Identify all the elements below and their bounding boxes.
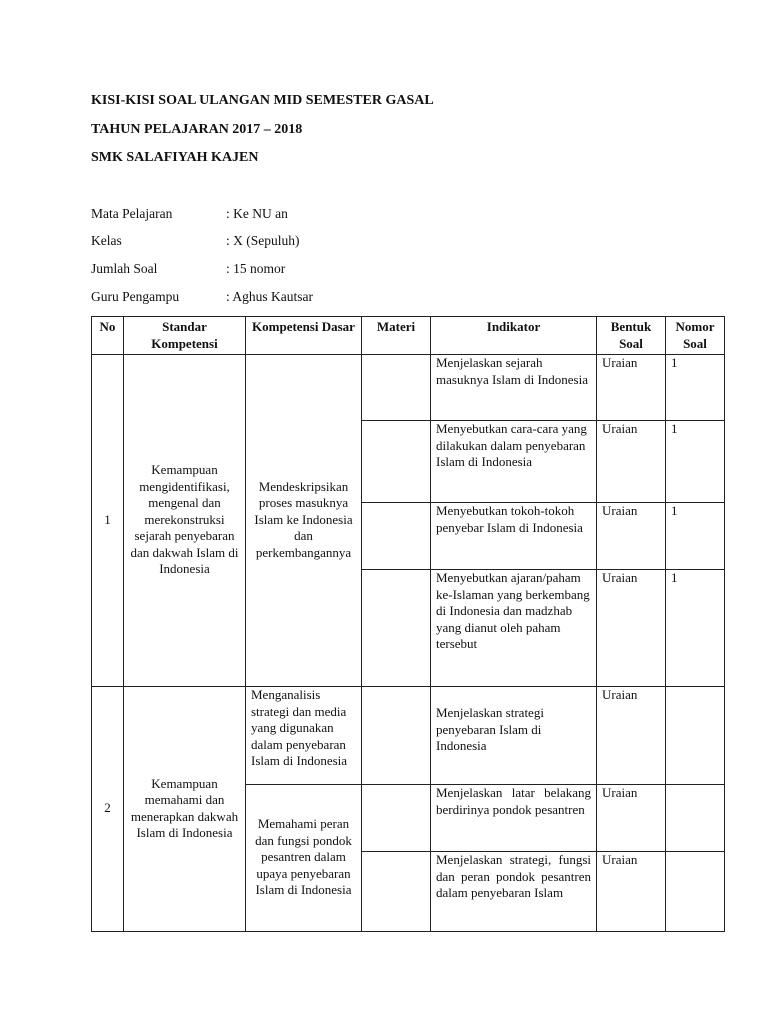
materi-cell [362, 785, 431, 852]
table-row [92, 687, 725, 785]
academic-year: TAHUN PELAJARAN 2017 – 2018 [91, 122, 303, 137]
materi-cell [362, 503, 431, 570]
class-label: Kelas [91, 233, 122, 248]
header-standar-kompetensi: Standar Kompetensi [124, 317, 246, 355]
nomor-soal-cell: 1 [666, 355, 725, 421]
header-no: No [92, 317, 124, 355]
exam-grid-table [91, 316, 725, 932]
nomor-soal-cell [666, 785, 725, 852]
indikator-cell: Menyebutkan tokoh-tokoh penyebar Islam di Indonesia [431, 503, 597, 570]
materi-cell [362, 852, 431, 932]
kompetensi-dasar-cell: Memahami peran dan fungsi pondok pesantren dalam upaya penyebaran Islam di Indonesia [246, 785, 362, 932]
kompetensi-dasar-cell: Mendeskripsikan proses masuknya Islam ke Indonesia dan perkembangannya [246, 355, 362, 687]
question-count-label: Jumlah Soal [91, 261, 158, 276]
materi-cell [362, 687, 431, 785]
standar-kompetensi-cell: Kemampuan mengidentifikasi, mengenal dan merekonstruksi sejarah penyebaran dan dakwah Islam di Indonesia [124, 355, 246, 687]
materi-cell [362, 570, 431, 687]
bentuk-soal-cell: Uraian [597, 503, 666, 570]
row-number: 2 [92, 687, 124, 932]
document-title: KISI-KISI SOAL ULANGAN MID SEMESTER GASAL [91, 93, 434, 108]
question-count-value: : 15 nomor [226, 261, 286, 276]
bentuk-soal-cell: Uraian [597, 785, 666, 852]
header-nomor-soal: Nomor Soal [666, 317, 725, 355]
materi-cell [362, 421, 431, 503]
teacher-label: Guru Pengampu [91, 289, 180, 304]
subject-value: : Ke NU an [226, 206, 288, 221]
materi-cell [362, 355, 431, 421]
bentuk-soal-cell: Uraian [597, 421, 666, 503]
header-kompetensi-dasar: Kompetensi Dasar [246, 317, 362, 355]
indikator-cell: Menyebutkan ajaran/paham ke-Islaman yang berkembang di Indonesia dan madzhab yang dianut oleh paham tersebut [431, 570, 597, 687]
kompetensi-dasar-cell: Menganalisis strategi dan media yang digunakan dalam penyebaran Islam di Indonesia [246, 687, 362, 785]
school-name: SMK SALAFIYAH KAJEN [91, 150, 259, 165]
bentuk-soal-cell: Uraian [597, 687, 666, 785]
indikator-cell: Menjelaskan strategi, fungsi dan peran pondok pesantren dalam penyebaran Islam [431, 852, 597, 932]
standar-kompetensi-cell: Kemampuan memahami dan menerapkan dakwah Islam di Indonesia [124, 687, 246, 932]
row-number: 1 [92, 355, 124, 687]
bentuk-soal-cell: Uraian [597, 852, 666, 932]
nomor-soal-cell: 1 [666, 421, 725, 503]
class-value: : X (Sepuluh) [226, 233, 300, 248]
nomor-soal-cell [666, 687, 725, 785]
table-row [92, 355, 725, 421]
header-materi: Materi [362, 317, 431, 355]
indikator-cell: Menjelaskan sejarah masuknya Islam di Indonesia [431, 355, 597, 421]
teacher-value: : Aghus Kautsar [226, 289, 313, 304]
header-bentuk-soal: Bentuk Soal [597, 317, 666, 355]
header-indikator: Indikator [431, 317, 597, 355]
bentuk-soal-cell: Uraian [597, 570, 666, 687]
bentuk-soal-cell: Uraian [597, 355, 666, 421]
indikator-cell: Menjelaskan latar belakang berdirinya pondok pesantren [431, 785, 597, 852]
indikator-cell: Menyebutkan cara-cara yang dilakukan dalam penyebaran Islam di Indonesia [431, 421, 597, 503]
nomor-soal-cell: 1 [666, 503, 725, 570]
nomor-soal-cell: 1 [666, 570, 725, 687]
indikator-cell: Menjelaskan strategi penyebaran Islam di Indonesia [431, 687, 597, 785]
subject-label: Mata Pelajaran [91, 206, 173, 221]
nomor-soal-cell [666, 852, 725, 932]
table-header-row [92, 317, 725, 355]
